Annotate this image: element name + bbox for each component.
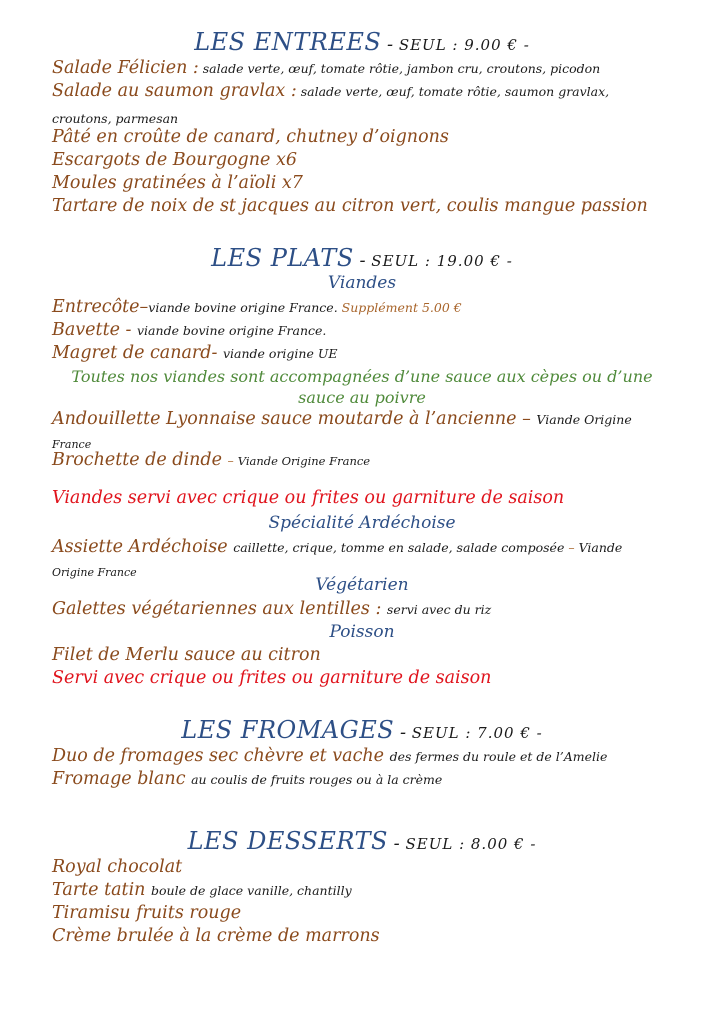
- subheading-vegetarien: [0, 575, 724, 595]
- item-name: Escargots de Bourgogne x6: [52, 150, 297, 170]
- item-description: boule de glace vanille, chantilly: [151, 883, 352, 898]
- item-name: Moules gratinées à l’aïoli x7: [52, 173, 303, 193]
- note-text: sauce au poivre: [298, 388, 426, 407]
- item-name: Crème brulée à la crème de marrons: [52, 926, 380, 946]
- item-name: Fromage blanc: [52, 769, 192, 789]
- fromages-header: [0, 716, 724, 744]
- menu-item: [52, 81, 684, 101]
- section-price: SEUL : 9.00 € -: [398, 36, 530, 54]
- item-name: Tiramisu fruits rouge: [52, 903, 242, 923]
- menu-item: [52, 926, 684, 946]
- item-description: au coulis de fruits rouges ou à la crème: [191, 772, 443, 787]
- item-name: Magret de canard-: [52, 343, 223, 363]
- menu-item: [52, 857, 684, 877]
- menu-item: [52, 769, 684, 789]
- menu-item: [52, 173, 684, 193]
- subheading: Viandes: [327, 273, 397, 293]
- item-name: Filet de Merlu sauce au citron: [52, 645, 321, 665]
- menu-item: [52, 450, 684, 470]
- title-dash: -: [387, 833, 406, 854]
- subheading: Spécialité Ardéchoise: [268, 513, 456, 533]
- menu-item: [52, 599, 684, 619]
- section-title: LES DESSERTS: [187, 827, 388, 855]
- plats-header: [0, 244, 724, 272]
- item-name: Brochette de dinde: [52, 450, 228, 470]
- item-dash: –: [568, 540, 579, 555]
- section-price: SEUL : 7.00 € -: [411, 724, 543, 742]
- menu-item: [52, 297, 684, 317]
- note-text: Servi avec crique ou frites ou garniture de saison: [52, 668, 492, 688]
- item-description: Viande Origine: [536, 412, 632, 427]
- item-name: Tarte tatin: [52, 880, 151, 900]
- item-name: Tartare de noix de st jacques au citron vert, coulis mangue passion: [52, 196, 648, 216]
- item-description: Viande Origine France: [237, 454, 371, 468]
- section-price: SEUL : 19.00 € -: [371, 252, 513, 270]
- item-description: servi avec du riz: [386, 602, 492, 617]
- item-name: Salade Félicien :: [52, 58, 199, 78]
- poisson-note: [52, 668, 684, 688]
- section-title: LES PLATS: [211, 244, 354, 272]
- item-name: Royal chocolat: [52, 857, 183, 877]
- section-title: LES ENTREES: [194, 28, 382, 56]
- menu-item: [52, 880, 684, 900]
- item-dash: –: [227, 453, 238, 468]
- note-text: Toutes nos viandes sont accompagnées d’une sauce aux cèpes ou d’une: [71, 367, 653, 386]
- subheading: Végétarien: [315, 575, 409, 595]
- item-name: Galettes végétariennes aux lentilles :: [52, 599, 387, 619]
- item-description: croutons, parmesan: [52, 111, 179, 126]
- item-supplement: Supplément 5.00 €: [341, 300, 462, 315]
- desserts-header: [0, 827, 724, 855]
- menu-item: [52, 127, 684, 147]
- menu-item: [52, 196, 684, 216]
- menu-item: [52, 320, 684, 340]
- menu-item: [52, 58, 684, 78]
- served-note: [52, 488, 684, 508]
- section-price: SEUL : 8.00 € -: [405, 835, 537, 853]
- item-name: Bavette -: [52, 320, 137, 340]
- item-description: caillette, crique, tomme en salade, salade composée: [233, 540, 569, 555]
- menu-item: [52, 746, 684, 766]
- subheading-specialite: [0, 513, 724, 533]
- item-name: Duo de fromages sec chèvre et vache: [52, 746, 390, 766]
- item-description: des fermes du roule et de l’Amelie: [389, 749, 608, 764]
- subheading-viandes: [0, 273, 724, 293]
- menu-item-continuation: [52, 108, 684, 127]
- item-description: viande bovine origine France.: [137, 323, 327, 338]
- item-name: Entrecôte–: [52, 297, 149, 317]
- note-text: Viandes servi avec crique ou frites ou garniture de saison: [52, 488, 565, 508]
- accompaniment-note-continuation: [0, 388, 724, 407]
- item-description: viande origine UE: [222, 346, 338, 361]
- menu-item: [52, 645, 684, 665]
- item-name: Assiette Ardéchoise: [52, 537, 234, 557]
- item-name: Pâté en croûte de canard, chutney d’oignons: [52, 127, 449, 147]
- menu-item: [52, 343, 684, 363]
- entrees-header: [0, 28, 724, 56]
- section-title: LES FROMAGES: [181, 716, 395, 744]
- title-dash: -: [353, 250, 372, 271]
- title-dash: -: [394, 722, 412, 743]
- item-name: Andouillette Lyonnaise sauce moutarde à l’ancienne –: [52, 409, 537, 429]
- item-description: salade verte, œuf, tomate rôtie, saumon gravlax,: [296, 84, 610, 99]
- menu-item: [52, 903, 684, 923]
- menu-item: [52, 150, 684, 170]
- title-dash: -: [381, 34, 399, 55]
- item-description: Origine France: [52, 566, 137, 579]
- item-description: salade verte, œuf, tomate rôtie, jambon cru, croutons, picodon: [198, 61, 601, 76]
- item-description: viande bovine origine France.: [148, 300, 342, 315]
- subheading: Poisson: [329, 622, 395, 642]
- item-description: France: [52, 438, 92, 451]
- menu-item: [52, 537, 684, 557]
- subheading-poisson: [0, 622, 724, 642]
- accompaniment-note: [0, 367, 724, 386]
- item-name: Salade au saumon gravlax :: [52, 81, 297, 101]
- menu-item: [52, 409, 684, 429]
- item-description: Viande: [578, 540, 623, 555]
